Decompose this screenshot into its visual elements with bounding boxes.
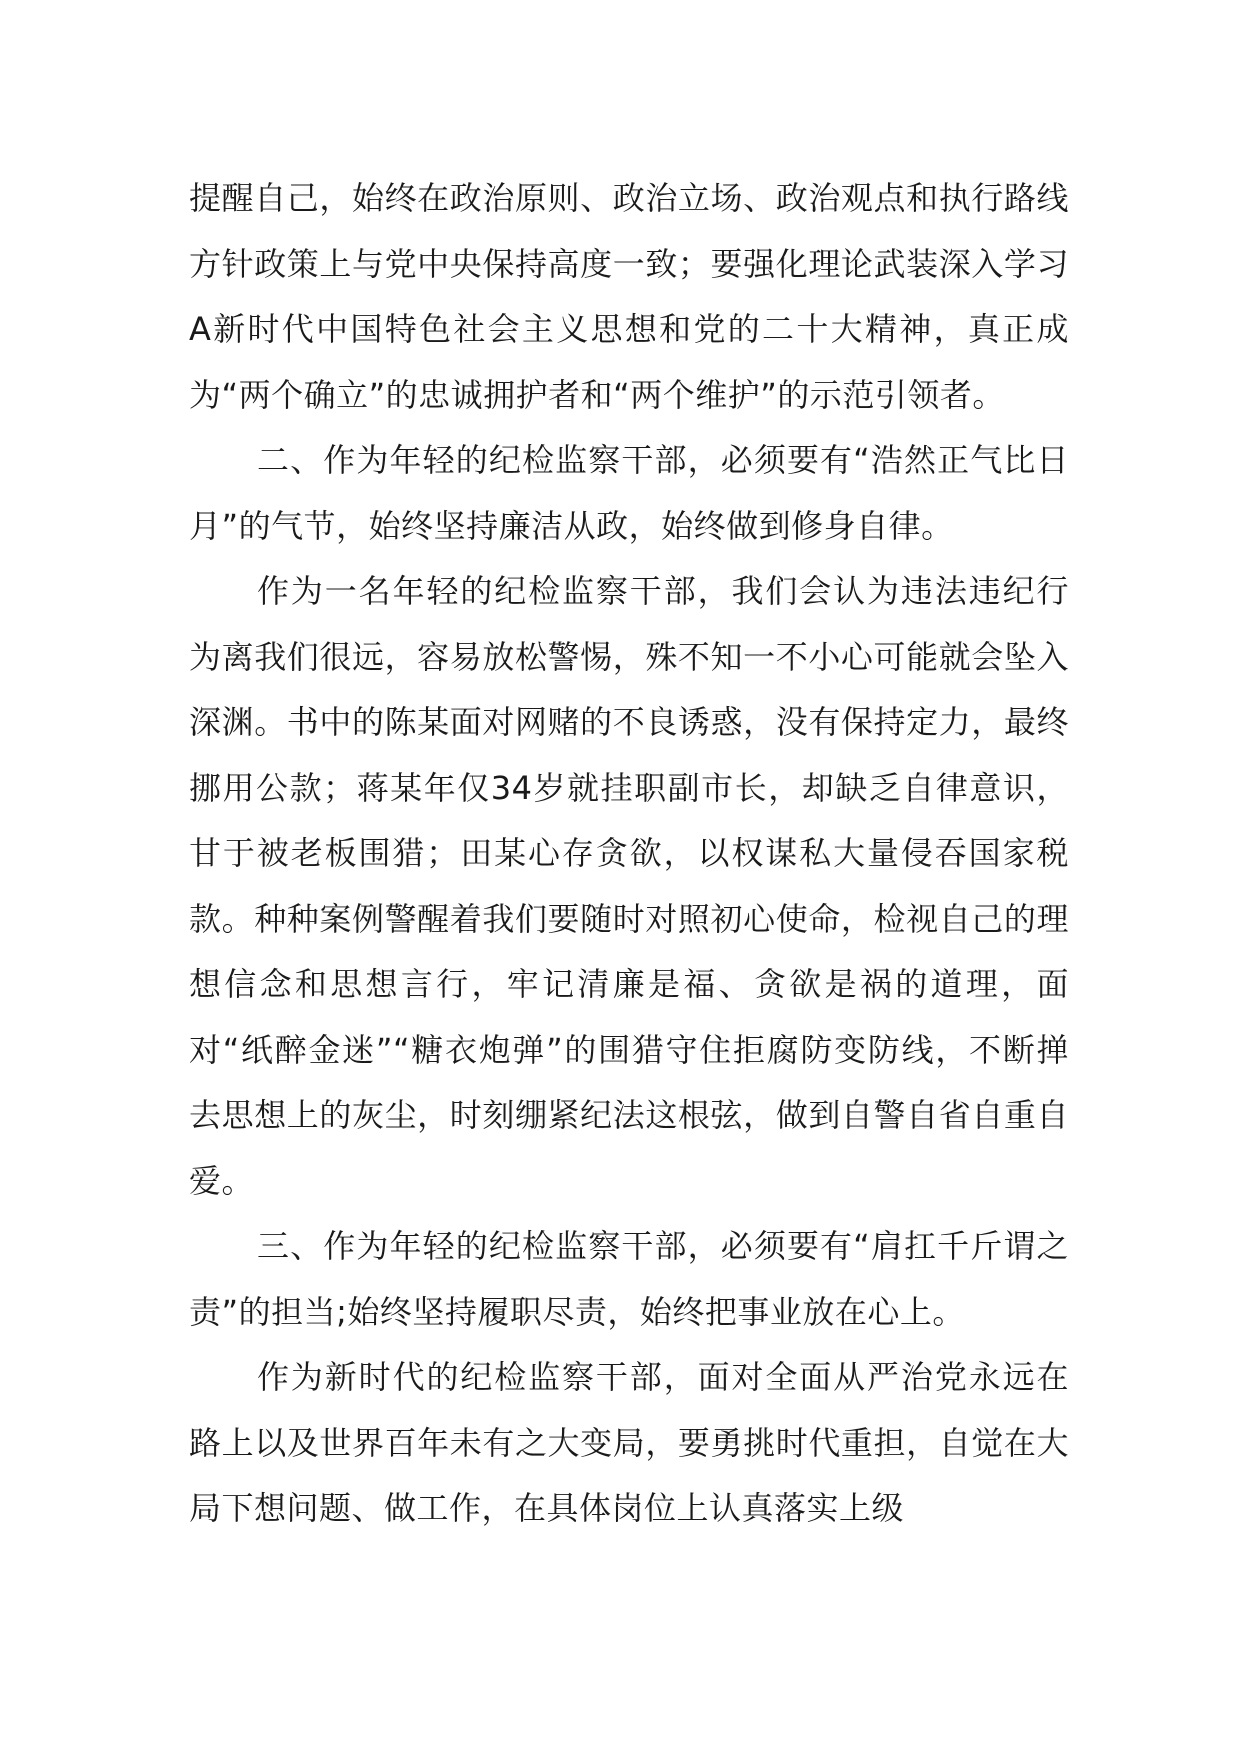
paragraph-heading-three: 三、作为年轻的纪检监察干部，必须要有“肩扛千斤谓之责”的担当;始终坚持履职尽责，始终把事业放在心上。 — [189, 1227, 1069, 1331]
paragraph-responsibility: 作为新时代的纪检监察干部，面对全面从严治党永远在路上以及世界百年未有之大变局，要勇挑时代重担，自觉在大局下想问题、做工作，在具体岗位上认真落实上级 — [189, 1358, 1069, 1527]
paragraph-cases: 作为一名年轻的纪检监察干部，我们会认为违法违纪行为离我们很远，容易放松警惕，殊不知一不小心可能就会坠入深渊。书中的陈某面对网赌的不良诱惑，没有保持定力，最终挪用公款；蒋某年仅34岁就挂职副市长，却缺乏自律意识，甘于被老板围猎；田某心存贪欲，以权谋私大量侵吞国家税款。种种案例警醒着我们要随时对照初心使命，检视自己的理想信念和思想言行，牢记清廉是福、贪欲是祸的道理，面对“纸醉金迷”“糖衣炮弹”的围猎守住拒腐防变防线，不断掸去思想上的灰尘，时刻绷紧纪法这根弦，做到自警自省自重自爱。 — [189, 572, 1069, 1200]
body-text — [189, 166, 1069, 1542]
paragraph-heading-two: 二、作为年轻的纪检监察干部，必须要有“浩然正气比日月”的气节，始终坚持廉洁从政，始终做到修身自律。 — [189, 441, 1069, 545]
paragraph-continuation: 提醒自己，始终在政治原则、政治立场、政治观点和执行路线方针政策上与党中央保持高度一致；要强化理论武装深入学习A新时代中国特色社会主义思想和党的二十大精神，真正成为“两个确立”的忠诚拥护者和“两个维护”的示范引领者。 — [189, 179, 1069, 414]
